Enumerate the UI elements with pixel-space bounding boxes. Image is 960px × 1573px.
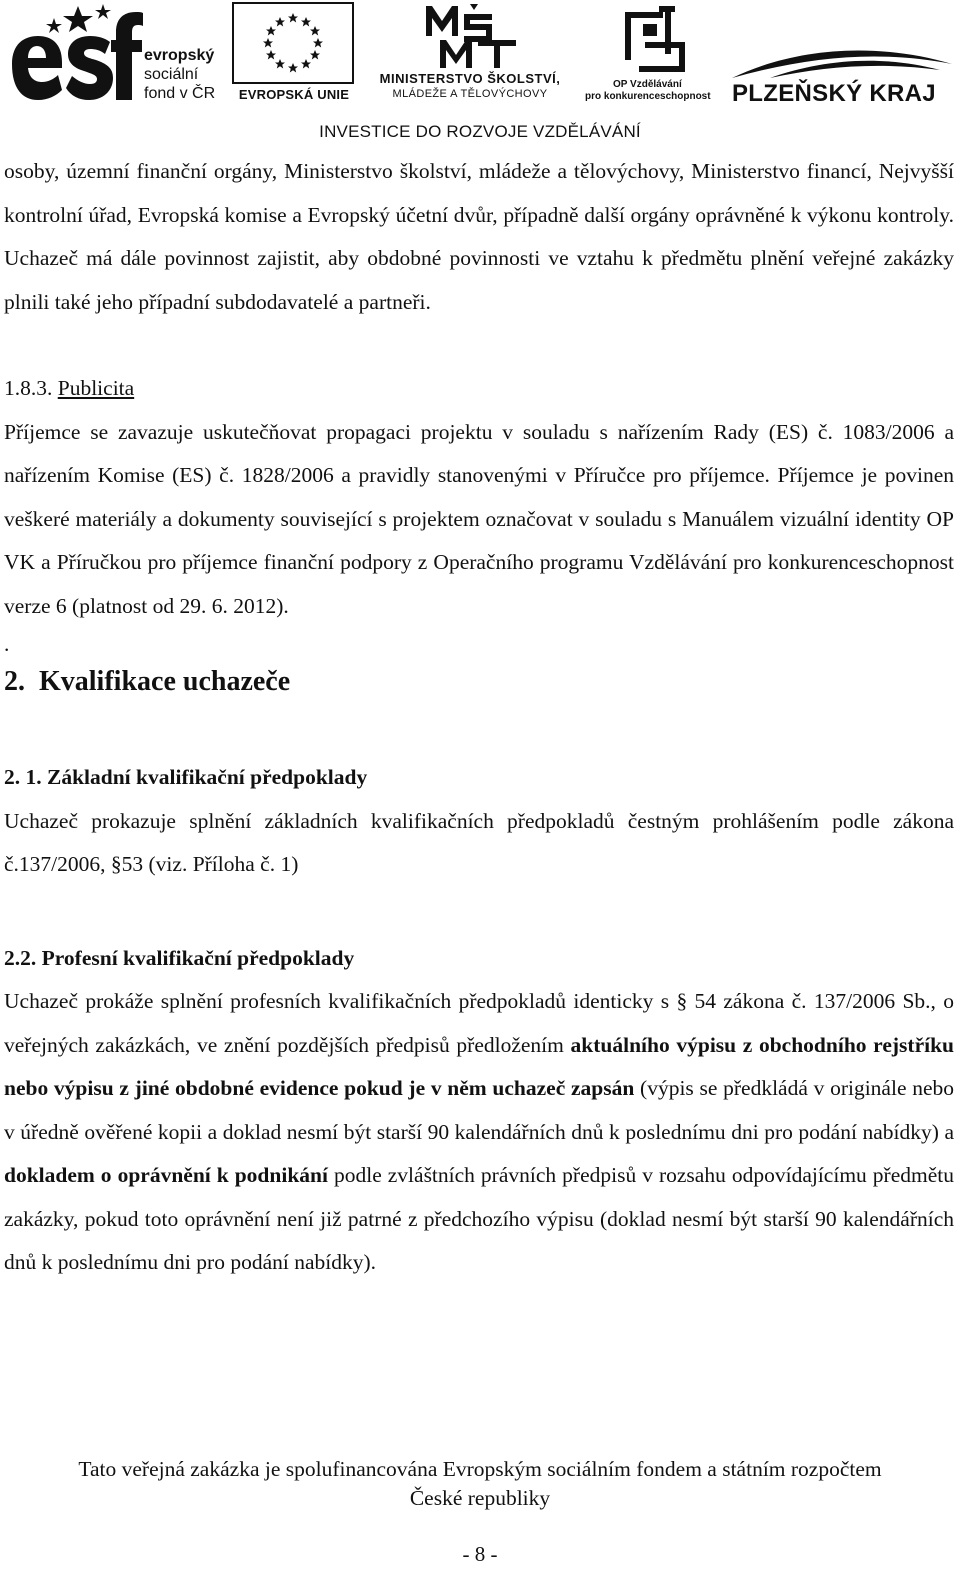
footer-line1: Tato veřejná zakázka je spolufinancována Evropským sociálním fondem a státním rozpočtem [78, 1457, 882, 1481]
section-number: 2. [4, 666, 25, 697]
eu-flag-icon [232, 2, 354, 84]
paragraph-profesni [4, 980, 954, 1285]
text-run: podle zvláštních právních předpisů v rozsahu odpovídajícímu předmětu zakázky, pokud toto oprávnění není již patrné z předchozího výpisu (doklad nesmí být starší 90 kalendářních dnů k poslednímu dni pro podání nabídky). [4, 1163, 955, 1274]
document-body [4, 150, 954, 1285]
paragraph-zakladni: Uchazeč prokazuje splnění základních kvalifikačních předpokladů čestným prohlášením podle zákona č.137/2006, §53 (viz. Příloha č. 1) [4, 808, 954, 876]
eu-label: EVROPSKÁ UNIE [238, 87, 350, 102]
section-2-1-heading: 2. 1. Základní kvalifikační předpoklady [4, 765, 368, 789]
spacer [4, 704, 954, 756]
plzen-kraj-logo [730, 40, 955, 110]
text-run: Uchazeč prokáže splnění profesních kvalifikačních předpokladů identicky s § 54 zákona č. 137/2006 Sb., o veřejných zakázkách, ve znění pozdějších předpisů předložením [4, 989, 954, 1057]
section-2-2-heading: 2.2. Profesní kvalifikační předpoklady [4, 945, 355, 970]
logo-bar [0, 0, 960, 145]
spacer [4, 887, 954, 937]
spacer [4, 324, 954, 367]
opvk-line1: OP Vzdělávání [613, 79, 682, 90]
plzen-label: PLZEŇSKÝ KRAJ [732, 80, 936, 107]
msmt-name: MINISTERSTVO ŠKOLSTVÍ, [379, 71, 561, 86]
esf-logo [8, 2, 223, 104]
bold-run: dokladem o oprávnění k podnikání [4, 1163, 328, 1187]
section-number: 1.8.3. [4, 376, 53, 400]
page-number: - 8 - [462, 1542, 498, 1566]
esf-line3: fond v ČR [144, 85, 216, 102]
text-run: (výpis se předkládá v originále nebo v úředně ověřené kopii a doklad nesmí být starší 90 kalendářních dnů k poslednímu dni pro podání nabídky) a [4, 1076, 954, 1144]
opvk-line2: pro konkurenceschopnost [585, 91, 711, 102]
bold-run: aktuálního výpisu z obchodního rejstříku nebo výpisu z jiné obdobné evidence pokud je v něm uchazeč zapsán [4, 1032, 955, 1100]
plzen-swoosh-icon [730, 40, 955, 80]
section-title: Kvalifikace uchazeče [39, 666, 291, 697]
investice-slogan: INVESTICE DO ROZVOJE VZDĚLÁVÁNÍ [319, 122, 641, 141]
esf-line2: sociální [144, 66, 199, 83]
opvk-mark-icon [615, 2, 695, 76]
section-2-heading [4, 660, 954, 704]
opvk-logo [585, 2, 725, 106]
footer-note [0, 1455, 960, 1513]
msmt-subtitle: MLÁDEŽE A TĚLOVÝCHOVY [392, 88, 548, 100]
eu-logo [232, 2, 356, 104]
esf-text [144, 46, 215, 103]
paragraph-kontrola: osoby, územní finanční orgány, Ministerstvo školství, mládeže a tělovýchovy, Ministerstvo financí, Nejvyšší kontrolní úřad, Evropská komise a Evropský účetní dvůr, případně další orgány oprávněné k výkonu kontroly. Uchazeč má dále povinnost zajistit, aby obdobné povinnosti ve vztahu k předmětu plnění veřejné zakázky plnili také jeho případní subdodavatelé a partneři. [4, 159, 954, 314]
msmt-mark-icon [420, 2, 520, 70]
footer-line2: České republiky [409, 1486, 551, 1510]
msmt-logo [360, 0, 580, 105]
section-title: Publicita [57, 376, 135, 400]
paragraph-publicita: Příjemce se zavazuje uskutečňovat propagaci projektu v souladu s nařízením Rady (ES) č. 1083/2006 a nařízením Komise (ES) č. 1828/2006 a pravidly stanovenými v Příručce pro příjemce. Příjemce je povinen veškeré materiály a dokumenty související s projektem označovat v souladu s Manuálem vizuální identity OP VK a Příručkou pro příjemce finanční podpory z Operačního programu Vzdělávání pro konkurenceschopnost verze 6 (platnost od 29. 6. 2012). [4, 419, 954, 618]
section-1-8-3-heading [4, 367, 954, 411]
stray-dot: . [4, 632, 10, 656]
esf-mark-icon [8, 2, 143, 102]
esf-line1: evropský [144, 47, 215, 64]
